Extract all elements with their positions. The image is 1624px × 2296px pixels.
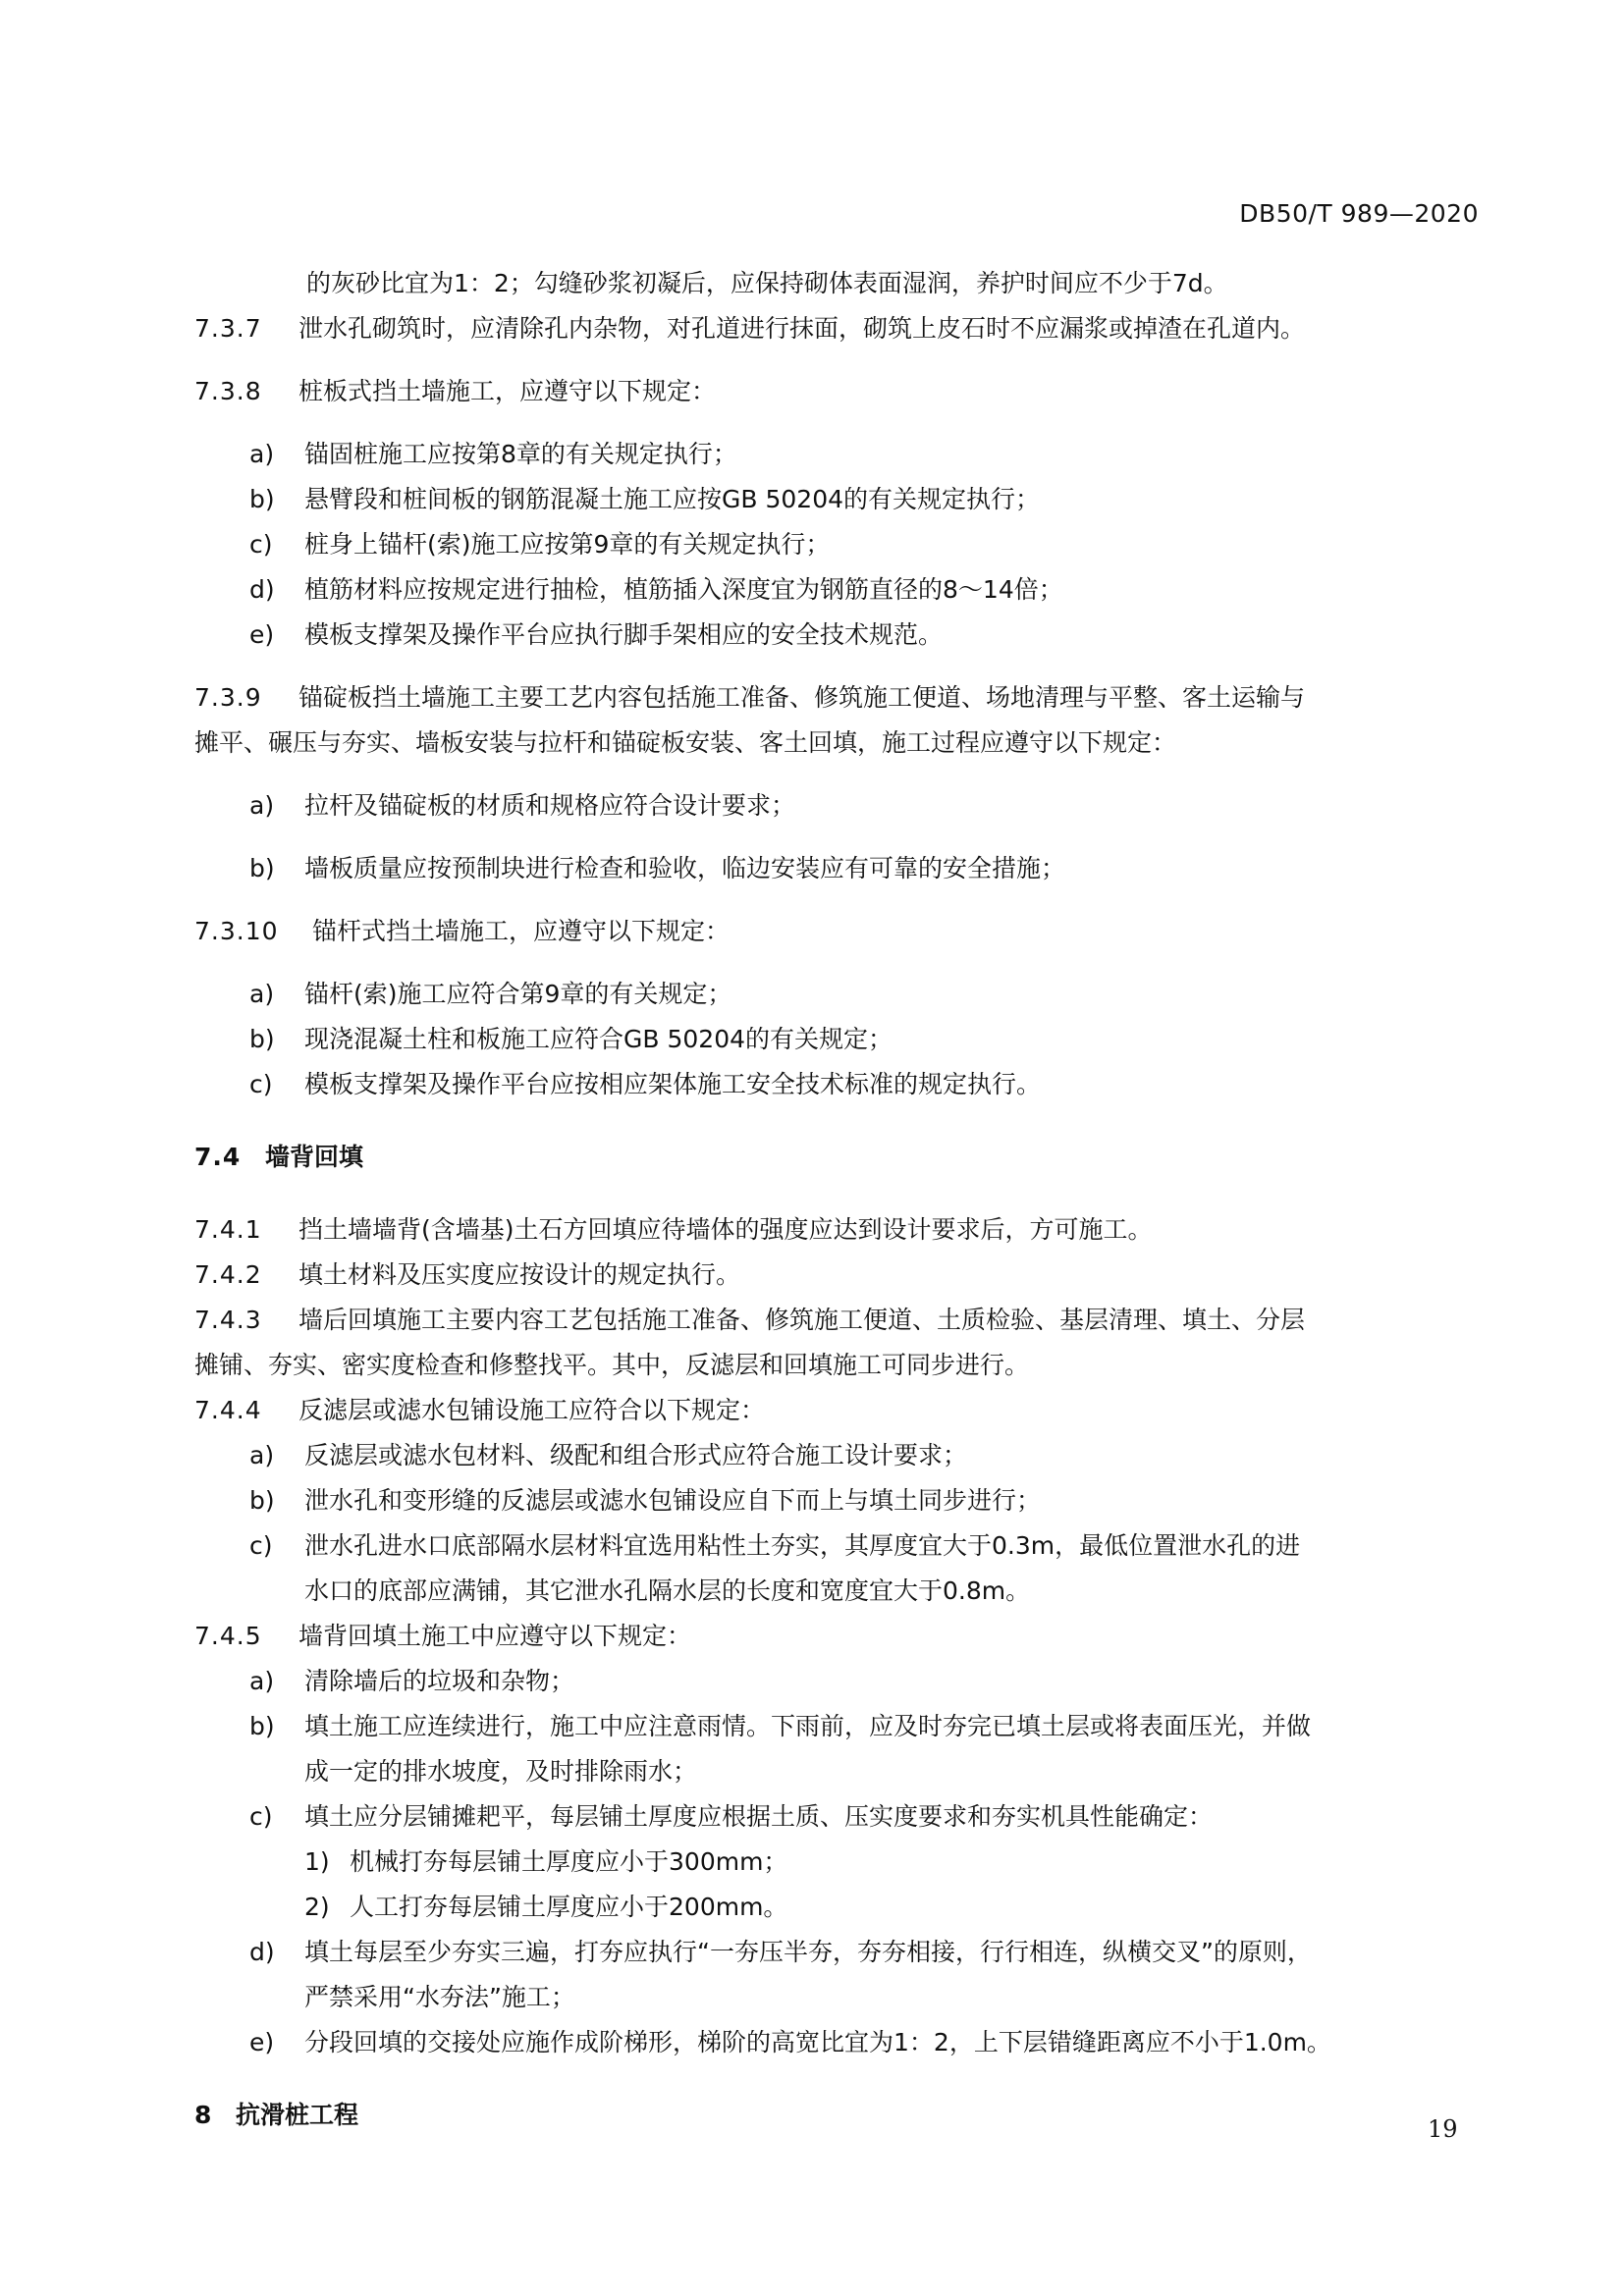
clause-number: 7.4.4 [194, 1396, 262, 1424]
section-number: 7.4 [194, 1143, 242, 1171]
clause-number: 7.4.3 [194, 1306, 262, 1334]
clause-7-4-2 [194, 1253, 1490, 1298]
continuation-line: 的灰砂比宜为1：2；勾缝砂浆初凝后，应保持砌体表面湿润，养护时间应不少于7d。 [306, 269, 1228, 297]
list-item [194, 1794, 1490, 1840]
item-text: 清除墙后的垃圾和杂物； [304, 1667, 575, 1695]
subitem-text: 人工打夯每层铺土厚度应小于200mm。 [350, 1893, 788, 1921]
clause-text: 锚杆式挡土墙施工，应遵守以下规定： [312, 917, 731, 945]
item-text: 分段回填的交接处应施作成阶梯形，梯阶的高宽比宜为1：2，上下层错缝距离应不小于1.0m。 [304, 2028, 1331, 2056]
list-item [194, 613, 1490, 658]
list-item [194, 1017, 1490, 1062]
clause-text: 反滤层或滤水包铺设施工应符合以下规定： [298, 1396, 766, 1424]
item-continuation: 成一定的排水坡度，及时排除雨水； [304, 1757, 698, 1786]
item-marker: e) [249, 2028, 275, 2056]
item-text: 墙板质量应按预制块进行检查和验收，临边安装应有可靠的安全措施； [304, 854, 1066, 882]
clause-7-4-3 [194, 1298, 1490, 1343]
item-marker: b) [249, 485, 275, 513]
list-item [194, 1062, 1490, 1107]
sub-list-item [194, 1840, 1490, 1885]
clause-7-3-9 [194, 675, 1490, 721]
item-text: 模板支撑架及操作平台应按相应架体施工安全技术标准的规定执行。 [304, 1070, 1042, 1098]
list-item [194, 1659, 1490, 1704]
list-item [194, 567, 1490, 613]
section-heading-7-4 [194, 1135, 1490, 1180]
clause-number: 7.4.2 [194, 1260, 262, 1289]
clause-text: 墙背回填土施工中应遵守以下规定： [298, 1622, 692, 1650]
sub-list-item [194, 1885, 1490, 1930]
item-text: 泄水孔进水口底部隔水层材料宜选用粘性土夯实，其厚度宜大于0.3m，最低位置泄水孔的进 [304, 1531, 1301, 1560]
clause-number: 7.3.8 [194, 377, 262, 405]
item-marker: b) [249, 854, 275, 882]
item-text: 锚固桩施工应按第8章的有关规定执行； [304, 440, 737, 468]
item-continuation: 水口的底部应满铺，其它泄水孔隔水层的长度和宽度宜大于0.8m。 [304, 1576, 1031, 1605]
clause-number: 7.4.1 [194, 1215, 262, 1244]
chapter-number: 8 [194, 2101, 213, 2129]
item-text: 填土施工应连续进行，施工中应注意雨情。下雨前，应及时夯完已填土层或将表面压光，并做 [304, 1712, 1312, 1740]
clause-text: 锚碇板挡土墙施工主要工艺内容包括施工准备、修筑施工便道、场地清理与平整、客土运输与 [298, 683, 1306, 712]
clause-number: 7.3.10 [194, 917, 279, 945]
document-code: DB50/T 989—2020 [1239, 199, 1479, 228]
clause-number: 7.3.7 [194, 314, 262, 343]
item-text: 模板支撑架及操作平台应执行脚手架相应的安全技术规范。 [304, 620, 944, 649]
clause-text: 墙后回填施工主要内容工艺包括施工准备、修筑施工便道、土质检验、基层清理、填土、分层 [298, 1306, 1306, 1334]
list-item [194, 522, 1490, 567]
item-text: 桩身上锚杆(索)施工应按第9章的有关规定执行； [304, 530, 831, 559]
clause-7-4-4 [194, 1388, 1490, 1433]
item-text: 填土应分层铺摊耙平，每层铺土厚度应根据土质、压实度要求和夯实机具性能确定： [304, 1802, 1214, 1831]
section-title: 墙背回填 [265, 1143, 364, 1171]
clause-text: 填土材料及压实度应按设计的规定执行。 [298, 1260, 741, 1289]
subitem-marker: 2) [304, 1893, 330, 1921]
item-marker: a) [249, 1441, 275, 1469]
list-item [194, 1433, 1490, 1478]
clause-7-4-1 [194, 1207, 1490, 1253]
clause-7-3-8 [194, 369, 1490, 414]
item-marker: a) [249, 791, 275, 820]
item-text: 填土每层至少夯实三遍，打夯应执行“一夯压半夯，夯夯相接，行行相连，纵横交叉”的原则， [304, 1938, 1312, 1966]
clause-7-3-7 [194, 306, 1490, 351]
clause-number: 7.4.5 [194, 1622, 262, 1650]
item-text: 拉杆及锚碇板的材质和规格应符合设计要求； [304, 791, 796, 820]
clause-text: 桩板式挡土墙施工，应遵守以下规定： [298, 377, 717, 405]
list-item [194, 1478, 1490, 1523]
item-continuation: 严禁采用“水夯法”施工； [304, 1983, 575, 2011]
list-item [194, 1704, 1490, 1749]
item-marker: d) [249, 575, 275, 604]
clause-7-4-5 [194, 1614, 1490, 1659]
item-marker: e) [249, 620, 275, 649]
item-marker: d) [249, 1938, 275, 1966]
item-text: 泄水孔和变形缝的反滤层或滤水包铺设应自下而上与填土同步进行； [304, 1486, 1042, 1515]
clause-continuation: 摊平、碾压与夯实、墙板安装与拉杆和锚碇板安装、客土回填，施工过程应遵守以下规定： [194, 728, 1177, 757]
item-text: 现浇混凝土柱和板施工应符合GB 50204的有关规定； [304, 1025, 893, 1053]
item-text: 悬臂段和桩间板的钢筋混凝土施工应按GB 50204的有关规定执行； [304, 485, 1041, 513]
page-body [194, 261, 1490, 2138]
chapter-heading-8 [194, 2093, 1490, 2138]
item-marker: c) [249, 1802, 273, 1831]
item-marker: a) [249, 980, 275, 1008]
page-number: 19 [1428, 2115, 1458, 2143]
list-item [194, 2020, 1490, 2065]
subitem-marker: 1) [304, 1847, 330, 1876]
item-text: 植筋材料应按规定进行抽检，植筋插入深度宜为钢筋直径的8～14倍； [304, 575, 1063, 604]
clause-text: 泄水孔砌筑时，应清除孔内杂物，对孔道进行抹面，砌筑上皮石时不应漏浆或掉渣在孔道内。 [298, 314, 1306, 343]
item-marker: a) [249, 440, 275, 468]
list-item [194, 477, 1490, 522]
subitem-text: 机械打夯每层铺土厚度应小于300mm； [350, 1847, 788, 1876]
list-item [194, 1523, 1490, 1569]
list-item [194, 432, 1490, 477]
item-marker: c) [249, 1531, 273, 1560]
chapter-title: 抗滑桩工程 [236, 2101, 359, 2129]
item-marker: c) [249, 1070, 273, 1098]
item-marker: b) [249, 1486, 275, 1515]
item-text: 反滤层或滤水包材料、级配和组合形式应符合施工设计要求； [304, 1441, 968, 1469]
item-marker: c) [249, 530, 273, 559]
list-item [194, 1930, 1490, 1975]
item-marker: b) [249, 1712, 275, 1740]
list-item [194, 783, 1490, 828]
item-marker: b) [249, 1025, 275, 1053]
clause-text: 挡土墙墙背(含墙基)土石方回填应待墙体的强度应达到设计要求后，方可施工。 [298, 1215, 1153, 1244]
item-marker: a) [249, 1667, 275, 1695]
list-item [194, 972, 1490, 1017]
clause-7-3-10 [194, 909, 1490, 954]
list-item [194, 846, 1490, 891]
item-text: 锚杆(索)施工应符合第9章的有关规定； [304, 980, 732, 1008]
clause-continuation: 摊铺、夯实、密实度检查和修整找平。其中，反滤层和回填施工可同步进行。 [194, 1351, 1030, 1379]
clause-number: 7.3.9 [194, 683, 262, 712]
